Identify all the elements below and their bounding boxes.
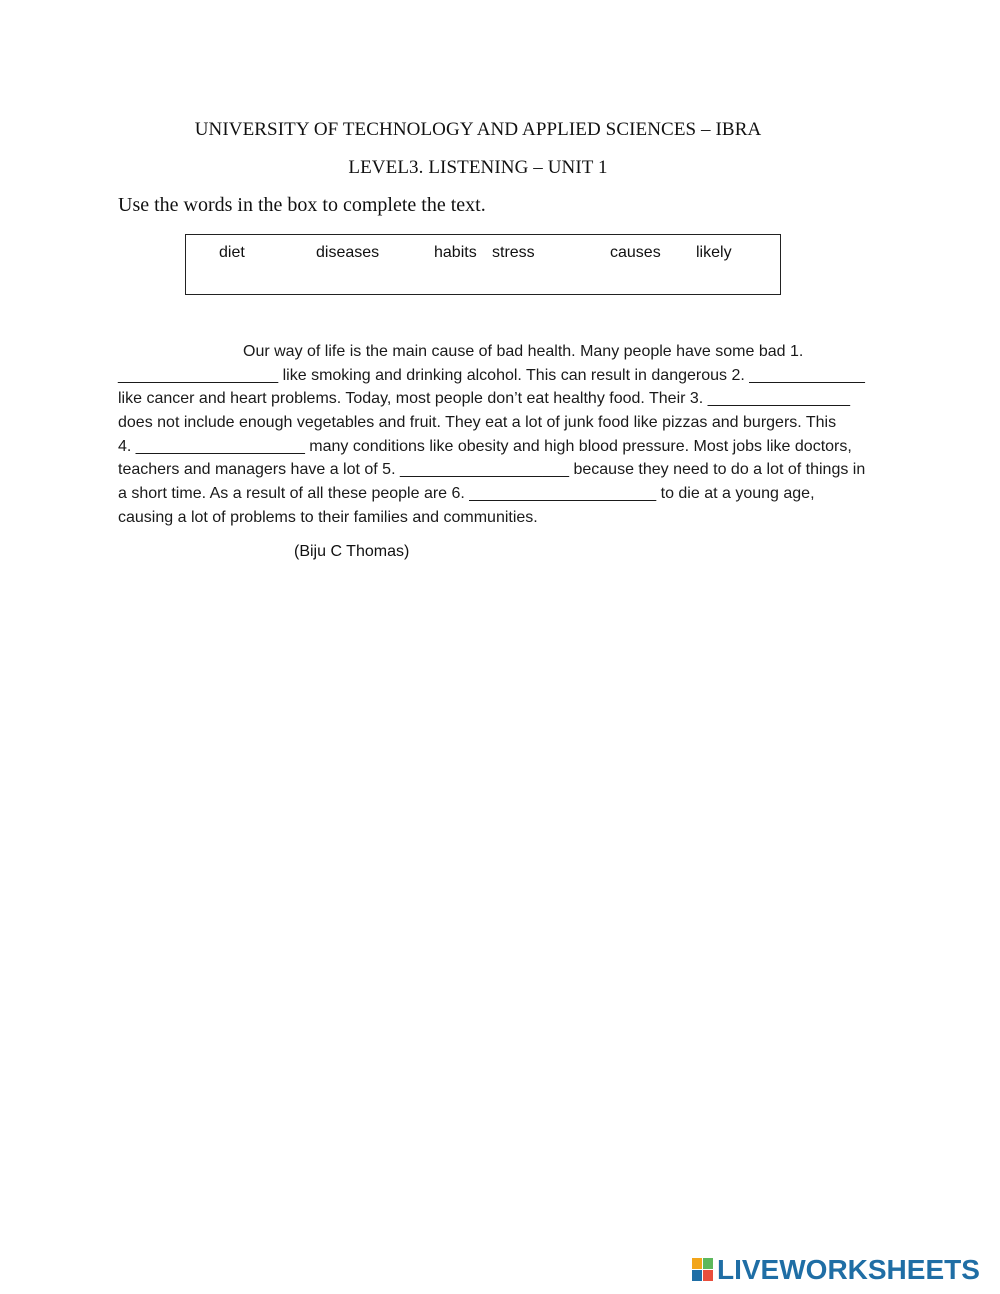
word-box bbox=[185, 234, 781, 295]
word-bank-item: stress bbox=[492, 244, 535, 261]
unit-title: LEVEL3. LISTENING – UNIT 1 bbox=[348, 157, 608, 178]
passage-line: 4. ___________________ many conditions like obesity and high blood pressure. Most jobs like doctors, bbox=[118, 438, 852, 455]
author-credit: (Biju C Thomas) bbox=[294, 543, 410, 560]
liveworksheets-brand bbox=[692, 1253, 980, 1287]
passage-line: Our way of life is the main cause of bad health. Many people have some bad 1. bbox=[243, 343, 804, 360]
passage-line: does not include enough vegetables and fruit. They eat a lot of junk food like pizzas and burgers. This bbox=[118, 414, 837, 431]
passage-line: a short time. As a result of all these people are 6. _____________________ to die at a young age, bbox=[118, 485, 815, 502]
word-bank-item: causes bbox=[610, 244, 661, 261]
liveworksheets-logo-text: LIVEWORKSHEETS bbox=[717, 1254, 980, 1285]
university-title: UNIVERSITY OF TECHNOLOGY AND APPLIED SCIENCES – IBRA bbox=[194, 119, 762, 140]
passage-line: __________________ like smoking and drinking alcohol. This can result in dangerous 2. _____________ bbox=[118, 367, 865, 384]
passage-line: like cancer and heart problems. Today, most people don’t eat healthy food. Their 3. ________________ bbox=[118, 390, 851, 407]
word-bank-item: likely bbox=[696, 244, 732, 261]
liveworksheets-logo-icon bbox=[692, 1257, 714, 1283]
word-bank-item: habits bbox=[434, 244, 477, 261]
passage-line: causing a lot of problems to their families and communities. bbox=[118, 509, 538, 526]
word-bank-item: diseases bbox=[316, 244, 380, 261]
word-bank-item: diet bbox=[219, 244, 245, 261]
passage-line: teachers and managers have a lot of 5. ___________________ because they need to do a lot of things in bbox=[118, 461, 866, 478]
instruction-text: Use the words in the box to complete the text. bbox=[118, 194, 486, 216]
